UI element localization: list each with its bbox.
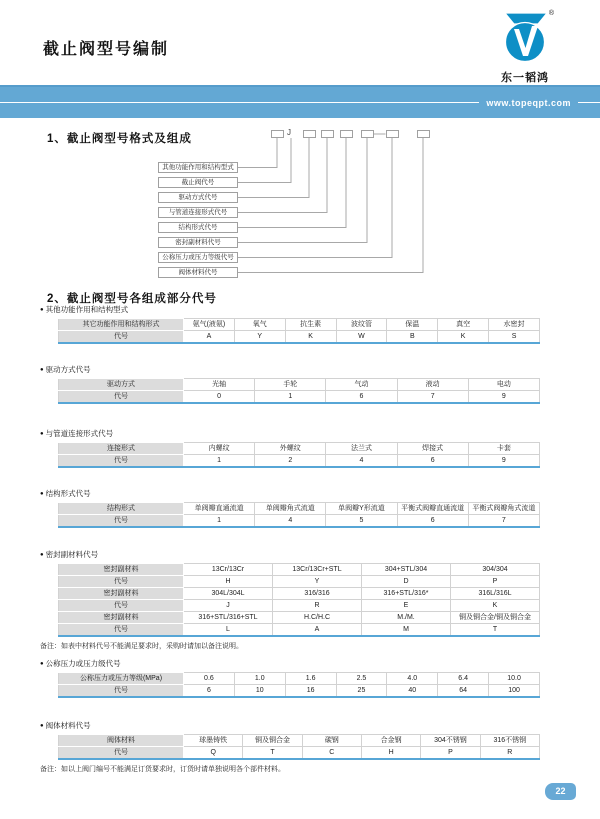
code-cell: L [184, 624, 273, 637]
code-cell: 1.6 [285, 673, 336, 685]
code-cell: R [273, 600, 362, 612]
table-bullet [40, 488, 540, 499]
code-cell: 25 [336, 685, 387, 698]
code-cell: 单阀瓣直通流道 [184, 503, 255, 515]
code-cell: 电动 [468, 379, 539, 391]
code-cell: E [362, 600, 451, 612]
logo-valve-icon [497, 12, 553, 62]
code-cell: 1 [184, 455, 255, 468]
code-cell: 304/304 [451, 564, 540, 576]
code-cell: 手轮 [255, 379, 326, 391]
code-cell: 100 [489, 685, 540, 698]
code-cell: 水密封 [489, 319, 540, 331]
code-cell: 平衡式阀瓣角式流道 [468, 503, 539, 515]
row-header-cell: 代号 [59, 624, 184, 637]
code-cell: 1 [255, 391, 326, 404]
table-block-connection [40, 428, 540, 468]
diagram-label: 驱动方式代号 [158, 192, 238, 203]
section2-heading: 2、截止阀型号各组成部分代号 [47, 293, 217, 305]
logo-company-name: 东一韬鸿 [501, 72, 549, 84]
code-table-structure [58, 502, 540, 528]
code-table-seal-material [58, 563, 540, 637]
website-url: www.topeqpt.com [486, 97, 571, 108]
code-cell: 平衡式阀瓣直通流道 [397, 503, 468, 515]
code-cell: D [362, 576, 451, 588]
code-table-drive-mode [58, 378, 540, 404]
code-cell: 10 [234, 685, 285, 698]
code-cell: P [421, 747, 480, 760]
banner-rule-right [578, 102, 600, 103]
code-cell: 64 [438, 685, 489, 698]
section1-heading: 1、截止阀型号格式及组成 [47, 133, 192, 145]
model-code-box [321, 130, 334, 138]
model-code-box [386, 130, 399, 138]
row-header-cell: 代号 [59, 600, 184, 612]
code-cell: 抗生素 [285, 319, 336, 331]
code-cell: 10.0 [489, 673, 540, 685]
code-cell: K [451, 600, 540, 612]
code-cell: 铜及铜合金 [243, 735, 302, 747]
registered-trademark-icon: ® [548, 10, 554, 17]
company-logo [494, 12, 556, 85]
code-cell: Y [273, 576, 362, 588]
row-header-cell: 代号 [59, 515, 184, 528]
diagram-label: 与管道连接形式代号 [158, 207, 238, 218]
row-header-cell: 公称压力或压力等级(MPa) [59, 673, 184, 685]
table-bullet-label: 密封副材料代号 [45, 550, 99, 559]
code-cell: 9 [468, 455, 539, 468]
code-cell: H [184, 576, 273, 588]
table-bullet [40, 658, 540, 669]
code-cell: 1.0 [234, 673, 285, 685]
model-format-diagram [0, 125, 600, 290]
bullet-icon: ● [40, 661, 44, 667]
code-cell: Q [184, 747, 243, 760]
code-cell: 氨气(液氨) [184, 319, 235, 331]
code-cell: T [451, 624, 540, 637]
table-bullet-label: 与管道连接形式代号 [45, 429, 114, 438]
code-cell: 单阀瓣Y形流道 [326, 503, 397, 515]
banner-bar [0, 85, 600, 118]
code-cell: 6 [397, 515, 468, 528]
table-bullet-label: 结构形式代号 [45, 489, 91, 498]
code-table-other-function [58, 318, 540, 344]
code-cell: 13Cr/13Cr [184, 564, 273, 576]
code-cell: 合金钢 [361, 735, 420, 747]
code-cell: 单阀瓣角式流道 [255, 503, 326, 515]
code-cell: 内螺纹 [184, 443, 255, 455]
page-number-badge: 22 [545, 783, 576, 800]
diagram-connector-lines [0, 125, 600, 290]
code-cell: 40 [387, 685, 438, 698]
code-table-pressure [58, 672, 540, 698]
code-cell: M./M. [362, 612, 451, 624]
code-cell: 2.5 [336, 673, 387, 685]
code-cell: 16 [285, 685, 336, 698]
code-cell: 316+STL/316+STL [184, 612, 273, 624]
row-header-cell: 代号 [59, 455, 184, 468]
code-cell: 0.6 [184, 673, 235, 685]
table-bullet [40, 428, 540, 439]
code-cell: 7 [468, 515, 539, 528]
table-block-structure [40, 488, 540, 528]
code-cell: 碳钢 [302, 735, 361, 747]
code-cell: C [302, 747, 361, 760]
bullet-icon: ● [40, 723, 44, 729]
table-note: 备注：如以上阀门编号不能满足订货要求时，订货时请单独说明各个部件材料。 [40, 766, 285, 773]
code-cell: 304不锈钢 [421, 735, 480, 747]
row-header-cell: 密封副材料 [59, 588, 184, 600]
row-header-cell: 代号 [59, 391, 184, 404]
code-table-connection [58, 442, 540, 468]
code-cell: H.C/H.C [273, 612, 362, 624]
row-header-cell: 代号 [59, 331, 184, 344]
code-cell: R [480, 747, 539, 760]
code-cell: 316不锈钢 [480, 735, 539, 747]
code-cell: 光轴 [184, 379, 255, 391]
code-cell: K [438, 331, 489, 344]
model-code-box [271, 130, 284, 138]
code-cell: Y [234, 331, 285, 344]
code-cell: 2 [255, 455, 326, 468]
model-code-box [340, 130, 353, 138]
bullet-icon: ● [40, 552, 44, 558]
code-cell: T [243, 747, 302, 760]
code-cell: 6 [397, 455, 468, 468]
code-table-body-material [58, 734, 540, 760]
code-cell: 铜及铜合金/铜及铜合金 [451, 612, 540, 624]
row-header-cell: 结构形式 [59, 503, 184, 515]
code-cell: M [362, 624, 451, 637]
code-cell: 7 [397, 391, 468, 404]
code-cell: 0 [184, 391, 255, 404]
code-cell: 4 [255, 515, 326, 528]
row-header-cell: 密封副材料 [59, 612, 184, 624]
table-bullet-label: 驱动方式代号 [45, 365, 91, 374]
row-header-cell: 代号 [59, 685, 184, 698]
code-cell: 法兰式 [326, 443, 397, 455]
table-bullet-label: 阀体材料代号 [45, 721, 91, 730]
table-bullet [40, 549, 540, 560]
model-code-box [303, 130, 316, 138]
code-cell: 6.4 [438, 673, 489, 685]
code-cell: A [184, 331, 235, 344]
code-cell: 卡套 [468, 443, 539, 455]
code-cell: 焊接式 [397, 443, 468, 455]
code-cell: 9 [468, 391, 539, 404]
code-cell: 1 [184, 515, 255, 528]
code-cell: 6 [326, 391, 397, 404]
code-cell: H [361, 747, 420, 760]
code-cell: J [184, 600, 273, 612]
code-cell: B [387, 331, 438, 344]
banner-rule-left [0, 102, 479, 103]
code-cell: 保温 [387, 319, 438, 331]
page-title: 截止阀型号编制 [43, 41, 170, 58]
code-cell: 4.0 [387, 673, 438, 685]
table-block-seal-material [40, 549, 540, 651]
code-cell: 316+STL/316* [362, 588, 451, 600]
table-bullet [40, 364, 540, 375]
code-cell: W [336, 331, 387, 344]
code-cell: 外螺纹 [255, 443, 326, 455]
code-cell: 氧气 [234, 319, 285, 331]
code-cell: 304L/304L [184, 588, 273, 600]
bullet-icon: ● [40, 307, 44, 313]
code-cell: 真空 [438, 319, 489, 331]
row-header-cell: 驱动方式 [59, 379, 184, 391]
diagram-label: 密封副材料代号 [158, 237, 238, 248]
diagram-label: 结构形式代号 [158, 222, 238, 233]
diagram-label: 其他功能作用和结构型式 [158, 162, 238, 173]
code-cell: A [273, 624, 362, 637]
row-header-cell: 代号 [59, 576, 184, 588]
code-cell: 5 [326, 515, 397, 528]
bullet-icon: ● [40, 431, 44, 437]
row-header-cell: 其它功能作用和结构形式 [59, 319, 184, 331]
code-cell: 液动 [397, 379, 468, 391]
code-cell: 304+STL/304 [362, 564, 451, 576]
diagram-label: 阀体材料代号 [158, 267, 238, 278]
row-header-cell: 阀体材料 [59, 735, 184, 747]
code-cell: P [451, 576, 540, 588]
code-cell: 4 [326, 455, 397, 468]
table-block-drive-mode [40, 364, 540, 404]
bullet-icon: ● [40, 491, 44, 497]
table-block-body-material [40, 720, 540, 774]
model-code-box [417, 130, 430, 138]
code-cell: S [489, 331, 540, 344]
table-block-pressure [40, 658, 540, 698]
model-code-box [361, 130, 374, 138]
code-cell: 316L/316L [451, 588, 540, 600]
table-bullet-label: 公称压力或压力级代号 [45, 659, 121, 668]
table-bullet-label: 其他功能作用和结构型式 [45, 305, 129, 314]
code-cell: 6 [184, 685, 235, 698]
table-note: 备注：如表中材料代号不能满足要求时，采购时请加以备注说明。 [40, 643, 243, 650]
code-cell: 13Cr/13Cr+STL [273, 564, 362, 576]
diagram-label: 公称压力或压力等级代号 [158, 252, 238, 263]
code-cell: 波纹管 [336, 319, 387, 331]
valve-type-letter: J [287, 128, 291, 137]
code-cell: 气动 [326, 379, 397, 391]
table-bullet [40, 720, 540, 731]
code-cell: K [285, 331, 336, 344]
bullet-icon: ● [40, 367, 44, 373]
table-block-other-function [40, 304, 540, 344]
row-header-cell: 密封副材料 [59, 564, 184, 576]
table-bullet [40, 304, 540, 315]
row-header-cell: 代号 [59, 747, 184, 760]
diagram-label: 截止阀代号 [158, 177, 238, 188]
row-header-cell: 连接形式 [59, 443, 184, 455]
code-cell: 316/316 [273, 588, 362, 600]
code-cell: 球墨铸铁 [184, 735, 243, 747]
